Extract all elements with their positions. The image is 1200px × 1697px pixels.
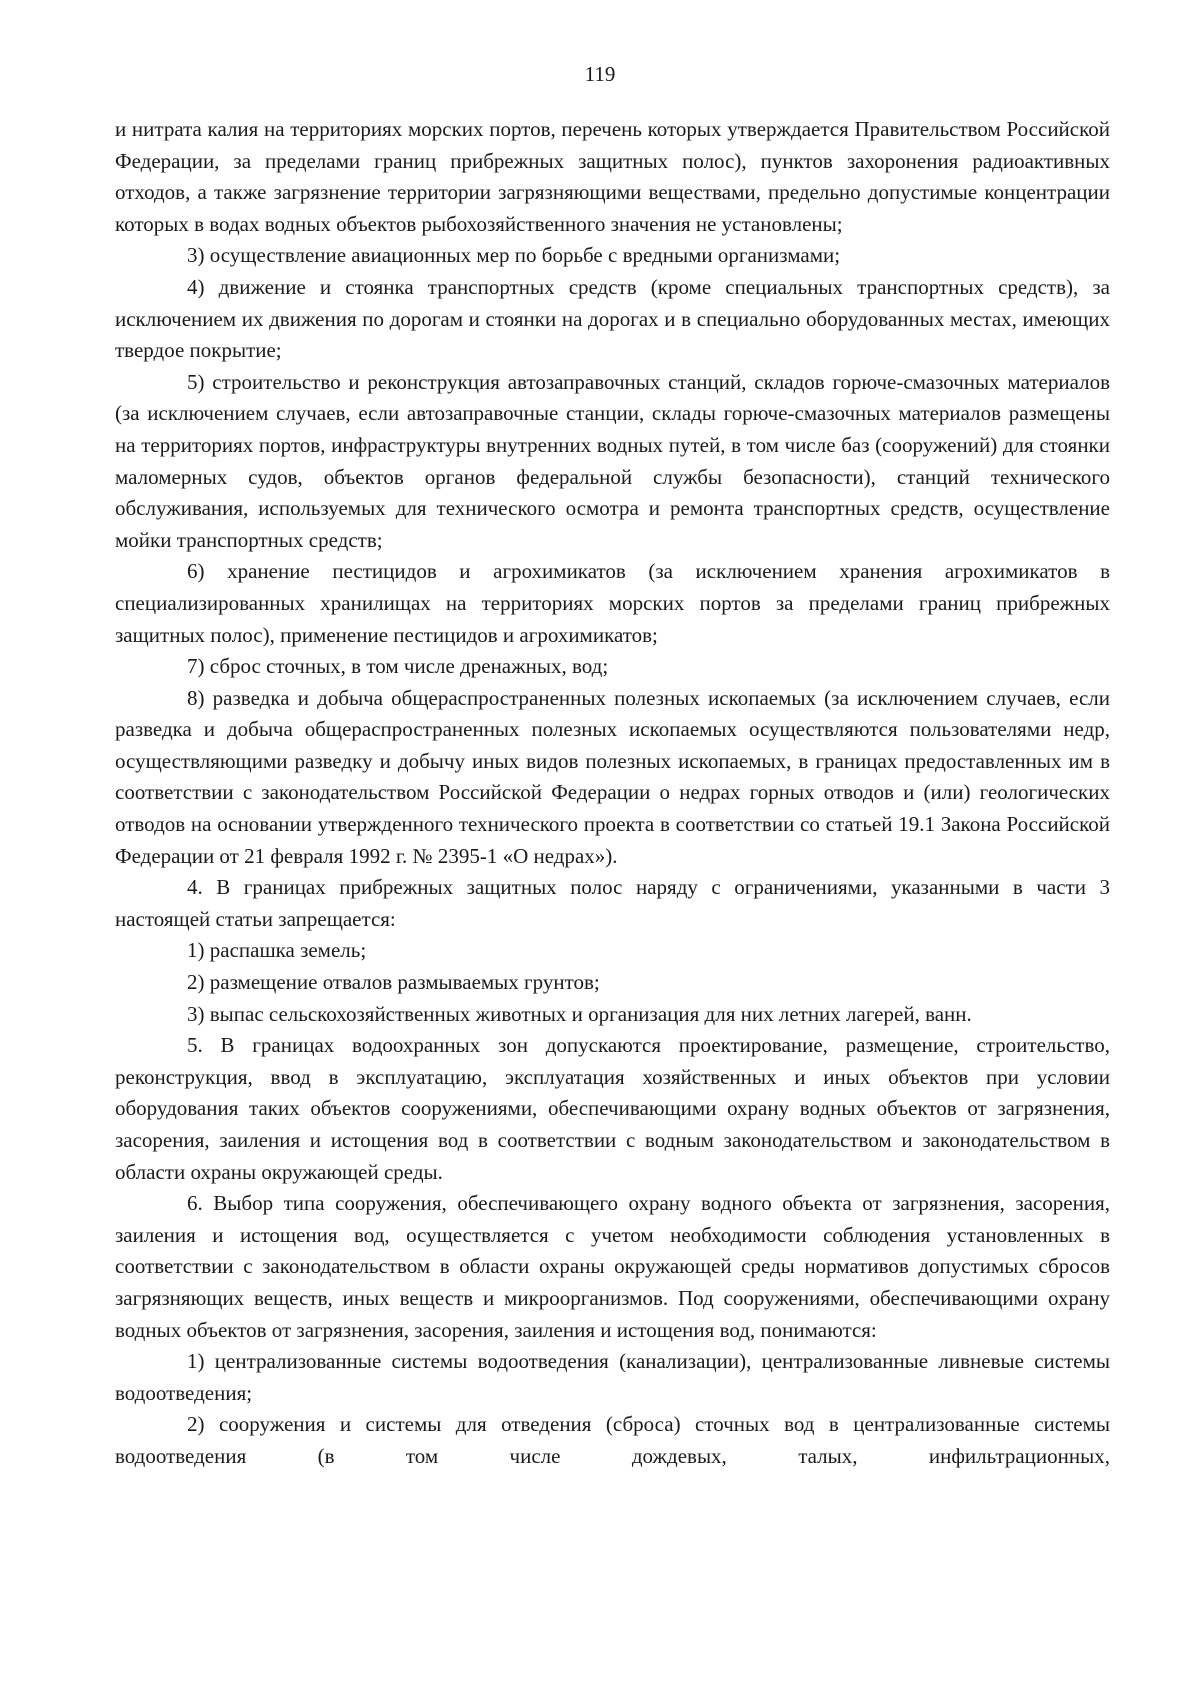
paragraph: 5. В границах водоохранных зон допускаются проектирование, размещение, строительство, реконструкция, ввод в эксплуатацию, эксплуатация хозяйственных и иных объектов при условии оборудования таких объектов сооружениями, обеспечивающими охрану водных объектов от загрязнения, засорения, заиления и истощения вод в соответствии с водным законодательством и законодательством в области охраны окружающей среды. [115, 1033, 1110, 1184]
document-body [115, 114, 1110, 1473]
paragraph: 1) распашка земель; [187, 938, 367, 963]
paragraph: 6) хранение пестицидов и агрохимикатов (за исключением хранения агрохимикатов в специализированных хранилищах на территориях морских портов за пределами границ прибрежных защитных полос), применение пестицидов и агрохимикатов; [115, 559, 1110, 647]
paragraph: 4) движение и стоянка транспортных средств (кроме специальных транспортных средств), за исключением их движения по дорогам и стоянки на дорогах и в специально оборудованных местах, имеющих твердое покрытие; [115, 274, 1110, 363]
paragraph: 4. В границах прибрежных защитных полос наряду с ограничениями, указанными в части 3 настоящей статьи запрещается: [115, 875, 1110, 931]
paragraph: 3) осуществление авиационных мер по борьбе с вредными организмами; [187, 243, 841, 268]
paragraph: 7) сброс сточных, в том числе дренажных, вод; [187, 654, 609, 679]
paragraph: 2) размещение отвалов размываемых грунтов; [187, 970, 600, 995]
paragraph: 5) строительство и реконструкция автозаправочных станций, складов горюче-смазочных материалов (за исключением случаев, если автозаправочные станции, склады горюче-смазочных материалов размещены на территориях портов, инфраструктуры внутренних водных путей, в том числе баз (сооружений) для стоянки маломерных судов, объектов органов федеральной службы безопасности), станций технического обслуживания, используемых для технического осмотра и ремонта транспортных средств, осуществление мойки транспортных средств; [115, 369, 1110, 552]
paragraph: 1) централизованные системы водоотведения (канализации), централизованные ливневые системы водоотведения; [115, 1349, 1110, 1405]
paragraph: 8) разведка и добыча общераспространенных полезных ископаемых (за исключением случаев, если разведка и добыча общераспространенных полезных ископаемых осуществляются пользователями недр, осуществляющими разведку и добычу иных видов полезных ископаемых, в границах предоставленных им в соответствии с законодательством Российской Федерации о недрах горных отводов и (или) геологических отводов на основании утвержденного технического проекта в соответствии со статьей 19.1 Закона Российской Федерации от 21 февраля 1992 г. № 2395-1 «О недрах»). [115, 685, 1110, 868]
paragraph: и нитрата калия на территориях морских портов, перечень которых утверждается Правительством Российской Федерации, за пределами границ прибрежных защитных полос), пунктов захоронения радиоактивных отходов, а также загрязнение территории загрязняющими веществами, предельно допустимые концентрации которых в водах водных объектов рыбохозяйственного значения не установлены; [115, 117, 1110, 236]
page-number: 119 [584, 62, 616, 86]
paragraph: 3) выпас сельскохозяйственных животных и организация для них летних лагерей, ванн. [187, 1001, 972, 1026]
paragraph: 6. Выбор типа сооружения, обеспечивающего охрану водного объекта от загрязнения, засорения, заиления и истощения вод, осуществляется с учетом необходимости соблюдения установленных в соответствии с законодательством в области охраны окружающей среды нормативов допустимых сбросов загрязняющих веществ, иных веществ и микроорганизмов. Под сооружениями, обеспечивающими охрану водных объектов от загрязнения, засорения, заиления и истощения вод, понимаются: [115, 1191, 1110, 1342]
paragraph: 2) сооружения и системы для отведения (сброса) сточных вод в централизованные системы водоотведения (в том числе дождевых, талых, инфильтрационных, [115, 1412, 1110, 1468]
